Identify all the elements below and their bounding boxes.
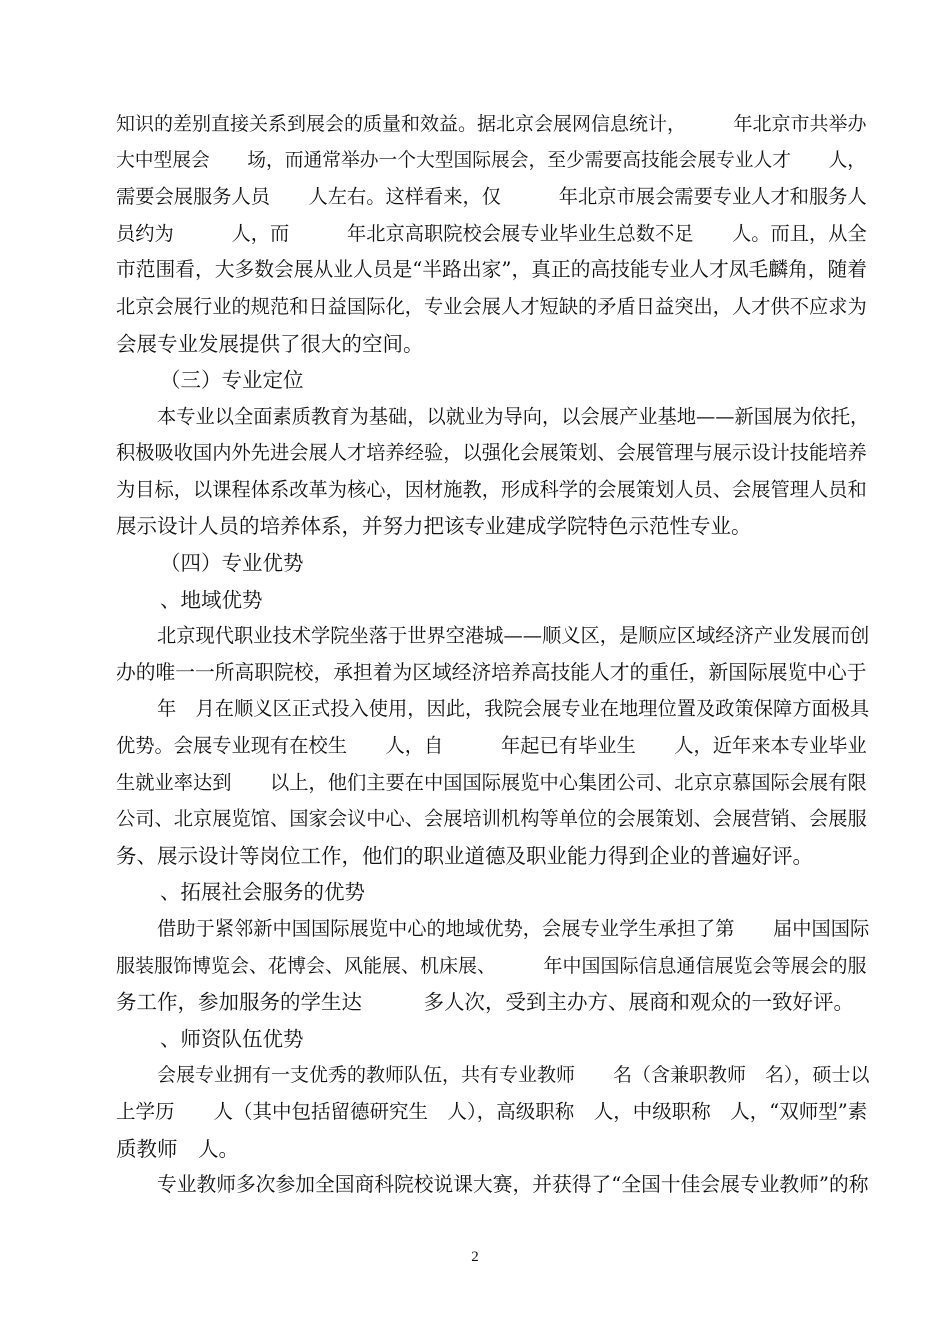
body-text-line: 北京会展行业的规范和日益国际化，专业会展人才短缺的矛盾日益突出，人才供不应求为	[116, 295, 867, 318]
subsection-heading: 、师资队伍优势	[160, 1027, 304, 1051]
body-text-line: 大中型展会 场，而通常举办一个大型国际展会，至少需要高技能会展专业人才 人，	[116, 150, 866, 171]
page-number: 2	[471, 1249, 479, 1265]
body-text-line: 积极吸收国内外先进会展人才培养经验，以强化会展策划、会展管理与展示设计技能培养	[116, 441, 867, 464]
body-text-line: 员约为 人，而 年北京高职院校会展专业毕业生总数不足 人。而且，从全	[116, 222, 867, 245]
section-heading: （三）专业定位	[160, 368, 304, 392]
body-text-line: 本专业以全面素质教育为基础，以就业为导向，以会展产业基地——新国展为依托，	[157, 405, 870, 428]
body-text-line: 展示设计人员的培养体系，并努力把该专业建成学院特色示范性专业。	[116, 514, 752, 538]
body-text-line: 市范围看，大多数会展从业人员是“半路出家”，真正的高技能专业人才凤毛麟角，随着	[116, 258, 867, 281]
body-text-line: 会展专业拥有一支优秀的教师队伍，共有专业教师 名（含兼职教师 名），硕士以	[157, 1064, 870, 1086]
body-text-line: 公司、北京展览馆、国家会议中心、会展培训机构等单位的会展策划、会展营销、会展服	[116, 807, 867, 830]
body-text-line: 办的唯一一所高职院校，承担着为区域经济培养高技能人才的重任，新国际展览中心于	[116, 661, 867, 684]
body-text-line: 生就业率达到 以上，他们主要在中国国际展览中心集团公司、北京京慕国际会展有限	[116, 771, 867, 794]
body-text-line: 优势。会展专业现有在校生 人，自 年起已有毕业生 人，近年来本专业毕业	[116, 734, 867, 757]
section-heading: （四）专业优势	[160, 551, 304, 575]
body-text-line: 服装服饰博览会、花博会、风能展、机床展、 年中国国际信息通信展览会等展会的服	[116, 955, 867, 977]
body-text-line: 需要会展服务人员 人左右。这样看来，仅 年北京市展会需要专业人才和服务人	[116, 185, 867, 208]
body-text-line: 务、展示设计等岗位工作，他们的职业道德及职业能力得到企业的普遍好评。	[116, 844, 813, 868]
body-text-line: 借助于紧邻新中国国际展览中心的地域优势，会展专业学生承担了第 届中国国际	[157, 917, 870, 940]
body-text-line: 知识的差别直接关系到展会的质量和效益。据北京会展网信息统计， 年北京市共举办	[116, 113, 867, 135]
body-text-line: 为目标，以课程体系改革为核心，因材施教，形成科学的会展策划人员、会展管理人员和	[116, 478, 867, 501]
body-text-line: 质教师 人。	[116, 1137, 239, 1161]
body-text-line: 北京现代职业技术学院坐落于世界空港城——顺义区，是顺应区域经济产业发展而创	[157, 624, 870, 647]
body-text-line: 会展专业发展提供了很大的空间。	[116, 332, 424, 356]
body-text-line: 专业教师多次参加全国商科院校说课大赛，并获得了“全国十佳会展专业教师”的称	[157, 1173, 869, 1196]
body-text-line: 上学历 人（其中包括留德研究生 人），高级职称 人，中级职称 人，“双师型”素	[116, 1100, 868, 1123]
body-text-line: 务工作，参加服务的学生达 多人次，受到主办方、展商和观众的一致好评。	[116, 990, 854, 1014]
subsection-heading: 、地域优势	[160, 588, 263, 612]
body-text-line: 年 月在顺义区正式投入使用，因此，我院会展专业在地理位置及政策保障方面极具	[157, 697, 870, 720]
subsection-heading: 、拓展社会服务的优势	[160, 880, 365, 904]
